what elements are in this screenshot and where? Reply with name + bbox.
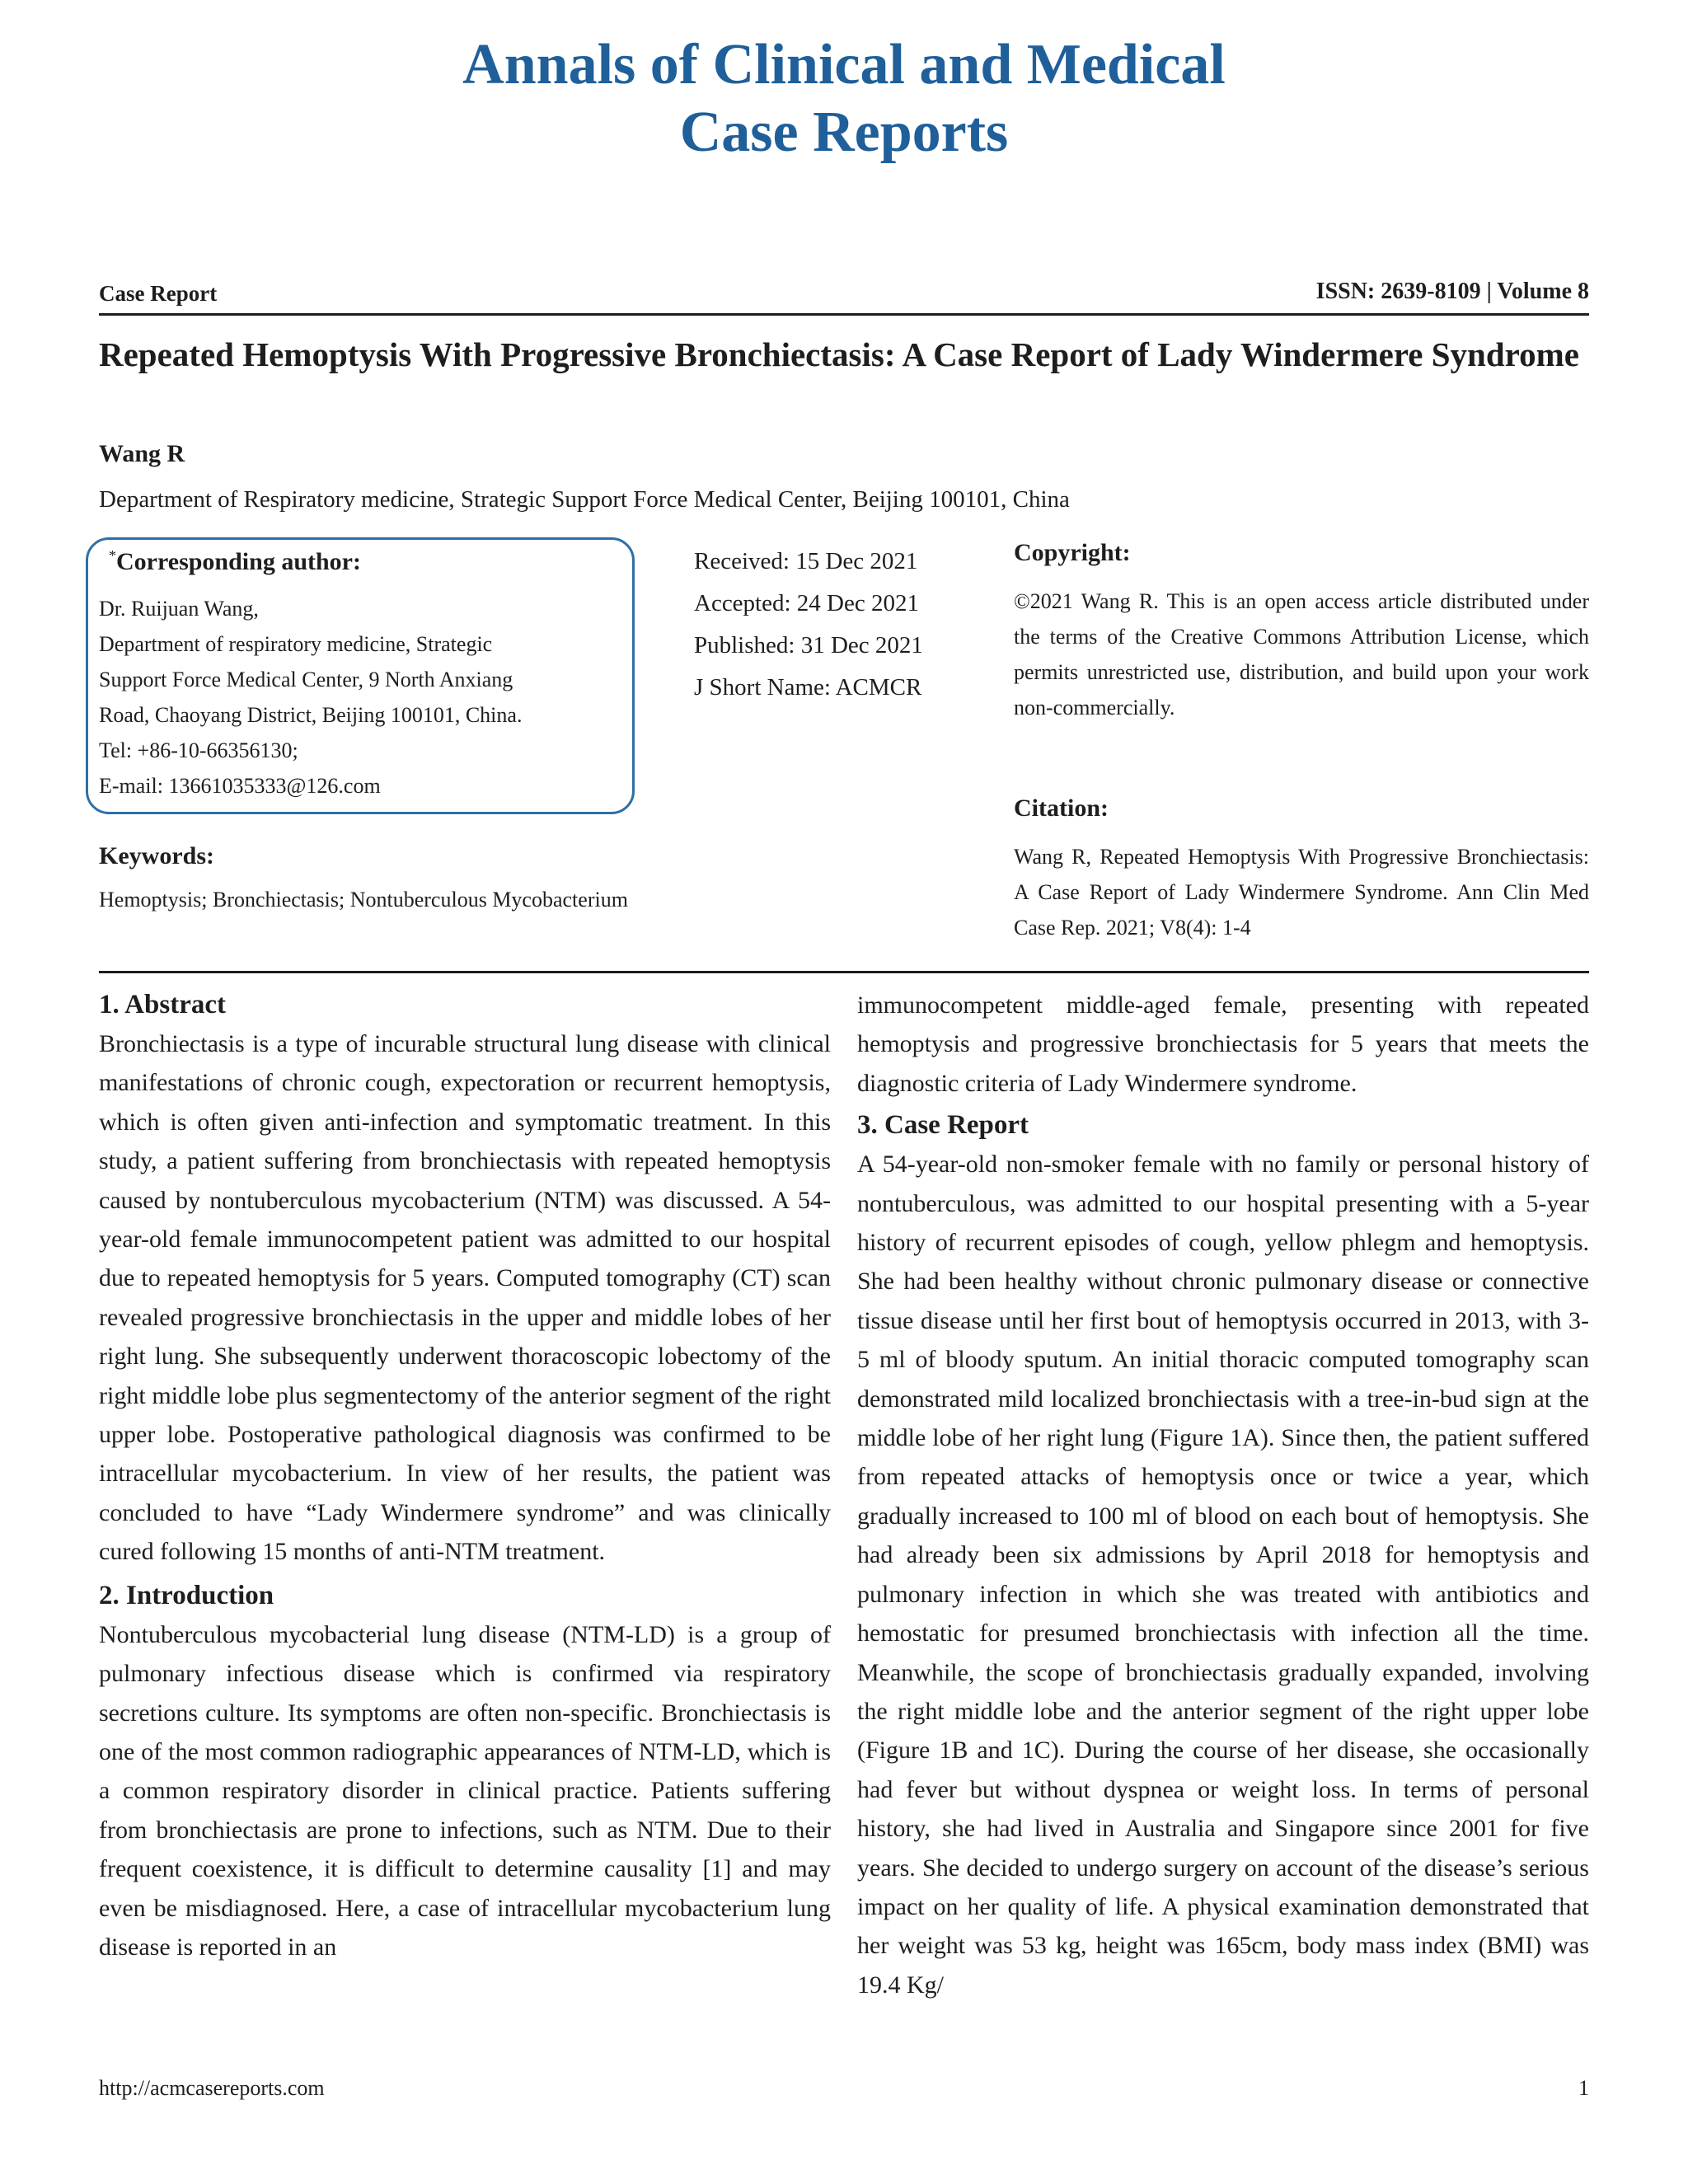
copyright-text: ©2021 Wang R. This is an open access article distributed under the terms of the Creative Commons Attribution License, which permits unrestricted use, distribution, and build upon your work non-commercially. [1014,589,1589,719]
published-date: Published: 31 Dec 2021 [694,632,923,658]
article-type: Case Report [99,281,218,306]
journal-title-line-2: Case Reports [679,101,1009,164]
corresponding-line: Department of respiratory medicine, Strategic [99,632,493,656]
journal-url-link[interactable]: http://acmcasereports.com [99,2076,325,2100]
author-affiliation: Department of Respiratory medicine, Strategic Support Force Medical Center, Beijing 100101, China [99,486,1070,513]
citation-heading: Citation: [1014,794,1109,822]
corresponding-heading-text: Corresponding author: [116,548,361,575]
introduction-heading: 2. Introduction [99,1580,274,1610]
front-matter-divider [99,971,1589,973]
case-report-text: A 54-year-old non-smoker female with no family or personal history of nontuberculous, was admitted to our hospital presenting with a 5-year history of recurrent episodes of cough, yellow phlegm and hemoptysis. She had been healthy without chronic pulmonary disease or connective tissue disease until her first bout of hemoptysis occurred in 2013, with 3-5 ml of bloody sputum. An initial thoracic computed tomography scan demonstrated mild localized bronchiectasis with a tree-in-bud sign at the middle lobe of her right lung (Figure 1A). Since then, the patient suffered from repeated attacks of hemoptysis once or twice a year, which gradually increased to 100 ml of blood on each bout of hemoptysis. She had already been six admissions by April 2018 for hemoptysis and pulmonary infection in which she was treated with antibiotics and hemostatic for presumed bronchiectasis with infection all the time. Meanwhile, the scope of bronchiectasis gradually expanded, involving the right middle lobe and the anterior segment of the right upper lobe (Figure 1B and 1C). During the course of her disease, she occasionally had fever but without dyspnea or weight loss. In terms of personal history, she had lived in Australia and Singapore since 2001 for five years. She decided to undergo surgery on account of the disease’s serious impact on her quality of life. A physical examination demonstrated that her weight was 53 kg, height was 165cm, body mass index (BMI) was 19.4 Kg/ [857,1151,1589,1999]
corresponding-line: Support Force Medical Center, 9 North Anxiang [99,668,513,691]
keywords-text: Hemoptysis; Bronchiectasis; Nontuberculous Mycobacterium [99,888,628,912]
keywords-heading: Keywords: [99,842,214,869]
abstract-text: Bronchiectasis is a type of incurable structural lung disease with clinical manifestations of chronic cough, expectoration or recurrent hemoptysis, which is often given anti-infection and symptomatic treatment. In this study, a patient suffering from bronchiectasis with repeated hemoptysis caused by nontuberculous mycobacterium (NTM) was discussed. A 54-year-old female immunocompetent patient was admitted to our hospital due to repeated hemoptysis for 5 years. Computed tomography (CT) scan revealed progressive bronchiectasis in the upper and middle lobes of her right lung. She subsequently underwent thoracoscopic lobectomy of the right middle lobe plus segmentectomy of the anterior segment of the right upper lobe. Postoperative pathological diagnosis was confirmed to be intracellular mycobacterium. In view of her results, the patient was concluded to have “Lady Windermere syndrome” and was clinically cured following 15 months of anti-NTM treatment. [99,1030,831,1566]
introduction-text-continued: immunocompetent middle-aged female, presenting with repeated hemoptysis and progressive bronchiectasis for 5 years that meets the diagnostic criteria of Lady Windermere syndrome. [857,991,1589,1097]
journal-short-name: J Short Name: ACMCR [694,674,922,701]
case-report-heading: 3. Case Report [857,1110,1029,1141]
issn-volume: ISSN: 2639-8109 | Volume 8 [1315,279,1589,304]
header-divider [99,313,1589,316]
journal-title-line-1: Annals of Clinical and Medical [462,33,1226,96]
page-number: 1 [1578,2076,1589,2100]
corresponding-mark: * [109,547,116,564]
corresponding-email[interactable]: E-mail: 13661035333@126.com [99,774,381,798]
accepted-date: Accepted: 24 Dec 2021 [694,590,919,616]
citation-text: Wang R, Repeated Hemoptysis With Progressive Bronchiectasis: A Case Report of Lady Windermere Syndrome. Ann Clin Med Case Rep. 2021; V8(4): 1-4 [1014,845,1589,940]
article-title: Repeated Hemoptysis With Progressive Bronchiectasis: A Case Report of Lady Windermere Syndrome [99,335,1579,373]
corresponding-author-heading [109,547,361,576]
article-author: Wang R [99,440,185,467]
left-column [99,986,831,1966]
right-column [857,986,1589,2004]
received-date: Received: 15 Dec 2021 [694,548,918,574]
introduction-text: Nontuberculous mycobacterial lung disease (NTM-LD) is a group of pulmonary infectious disease which is confirmed via respiratory secretions culture. Its symptoms are often non-specific. Bronchiectasis is one of the most common radiographic appearances of NTM-LD, which is a common respiratory disorder in clinical practice. Patients suffering from bronchiectasis are prone to infections, such as NTM. Due to their frequent coexistence, it is difficult to determine causality [1] and may even be misdiagnosed. Here, a case of intracellular mycobacterium lung disease is reported in an [99,1620,831,1961]
abstract-heading: 1. Abstract [99,990,226,1019]
corresponding-line: Road, Chaoyang District, Beijing 100101, China. [99,703,523,727]
copyright-heading: Copyright: [1014,539,1131,566]
corresponding-line: Tel: +86-10-66356130; [99,738,298,762]
journal-title [0,31,1688,166]
corresponding-line: Dr. Ruijuan Wang, [99,597,259,621]
article-dates [694,541,923,709]
